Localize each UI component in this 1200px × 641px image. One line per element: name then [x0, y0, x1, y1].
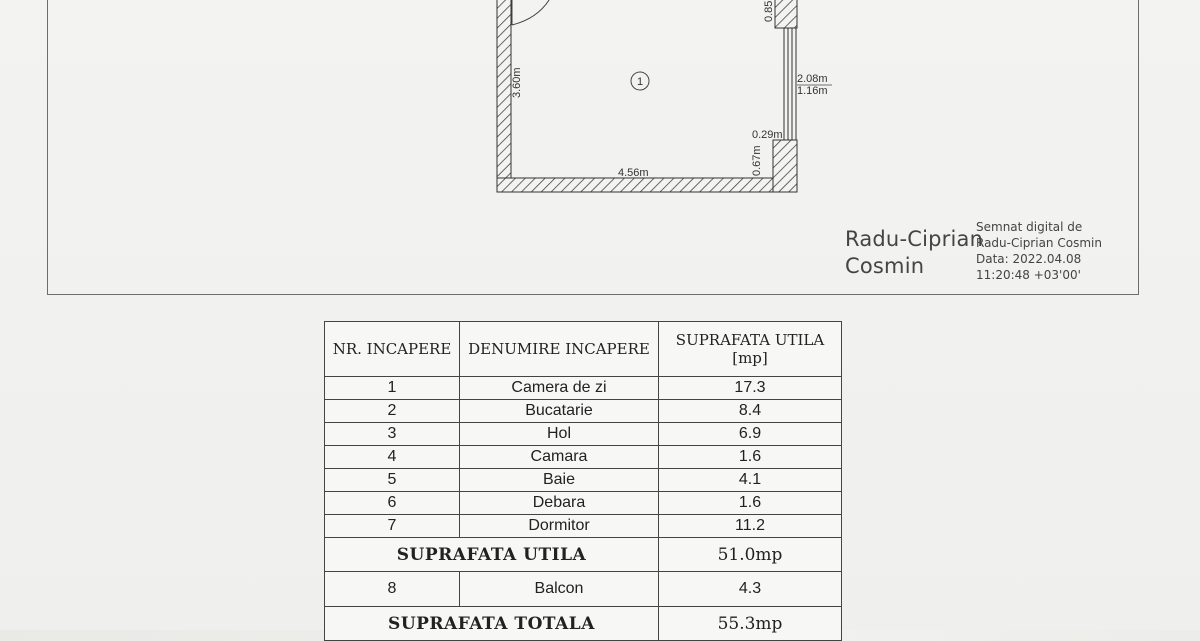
- header-area-line-2: [mp]: [732, 349, 768, 367]
- dim-top-right: 0.85: [763, 0, 775, 22]
- subtotal-label: SUPRAFATA UTILA: [325, 538, 659, 572]
- row-area: 4.1: [659, 469, 842, 492]
- digital-signature-meta: [976, 219, 1102, 283]
- total-row: [325, 607, 842, 641]
- row-number: 3: [325, 423, 460, 446]
- total-label: SUPRAFATA TOTALA: [325, 607, 659, 641]
- dim-sill-height: 0.67m: [751, 145, 763, 176]
- signer-line-1: Radu-Ciprian: [845, 227, 984, 251]
- row-name: Debara: [460, 492, 659, 515]
- row-area: 6.9: [659, 423, 842, 446]
- wall-right-lower: [773, 140, 797, 192]
- balcony-number: 8: [325, 572, 460, 607]
- row-number: 1: [325, 377, 460, 400]
- room-area-table: [324, 321, 842, 641]
- row-name: Baie: [460, 469, 659, 492]
- dim-window-inner: 1.16m: [797, 85, 828, 97]
- window: [784, 28, 796, 140]
- table-row: [325, 446, 842, 469]
- table-row: [325, 400, 842, 423]
- row-area: 1.6: [659, 446, 842, 469]
- sig-meta-line-1: Semnat digital de: [976, 220, 1083, 234]
- sig-meta-line-4: 11:20:48 +03'00': [976, 268, 1081, 282]
- sig-meta-line-3: Data: 2022.04.08: [976, 252, 1082, 266]
- signer-name: [845, 226, 983, 280]
- header-name: DENUMIRE INCAPERE: [460, 322, 659, 377]
- subtotal-row: [325, 538, 842, 572]
- table-row: [325, 469, 842, 492]
- table-row: [325, 423, 842, 446]
- row-number: 2: [325, 400, 460, 423]
- row-number: 7: [325, 515, 460, 538]
- wall-bottom: [497, 178, 797, 192]
- table-row: [325, 492, 842, 515]
- wall-right-upper: [775, 0, 797, 28]
- row-number: 5: [325, 469, 460, 492]
- wall-left: [497, 0, 511, 192]
- row-name: Camera de zi: [460, 377, 659, 400]
- row-number: 6: [325, 492, 460, 515]
- balcony-name: Balcon: [460, 572, 659, 607]
- dim-window-outer: 2.08m: [797, 73, 828, 85]
- table-row: [325, 515, 842, 538]
- total-value: 55.3mp: [659, 607, 842, 641]
- dim-width: 4.56m: [618, 167, 649, 179]
- row-area: 17.3: [659, 377, 842, 400]
- balcony-row: [325, 572, 842, 607]
- room-number: 1: [636, 76, 644, 88]
- row-name: Bucatarie: [460, 400, 659, 423]
- header-area: [659, 322, 842, 377]
- row-area: 8.4: [659, 400, 842, 423]
- dim-height: 3.60m: [511, 67, 523, 98]
- row-name: Dormitor: [460, 515, 659, 538]
- header-area-line-1: SUPRAFATA UTILA: [675, 331, 825, 349]
- header-number: NR. INCAPERE: [325, 322, 460, 377]
- signer-line-2: Cosmin: [845, 254, 925, 278]
- dim-sill-width: 0.29m: [752, 129, 783, 141]
- door-swing: [512, 0, 552, 25]
- row-name: Camara: [460, 446, 659, 469]
- table-header-row: [325, 322, 842, 377]
- row-area: 1.6: [659, 492, 842, 515]
- row-area: 11.2: [659, 515, 842, 538]
- table-row: [325, 377, 842, 400]
- balcony-area: 4.3: [659, 572, 842, 607]
- sig-meta-line-2: Radu-Ciprian Cosmin: [976, 236, 1102, 250]
- row-number: 4: [325, 446, 460, 469]
- subtotal-value: 51.0mp: [659, 538, 842, 572]
- row-name: Hol: [460, 423, 659, 446]
